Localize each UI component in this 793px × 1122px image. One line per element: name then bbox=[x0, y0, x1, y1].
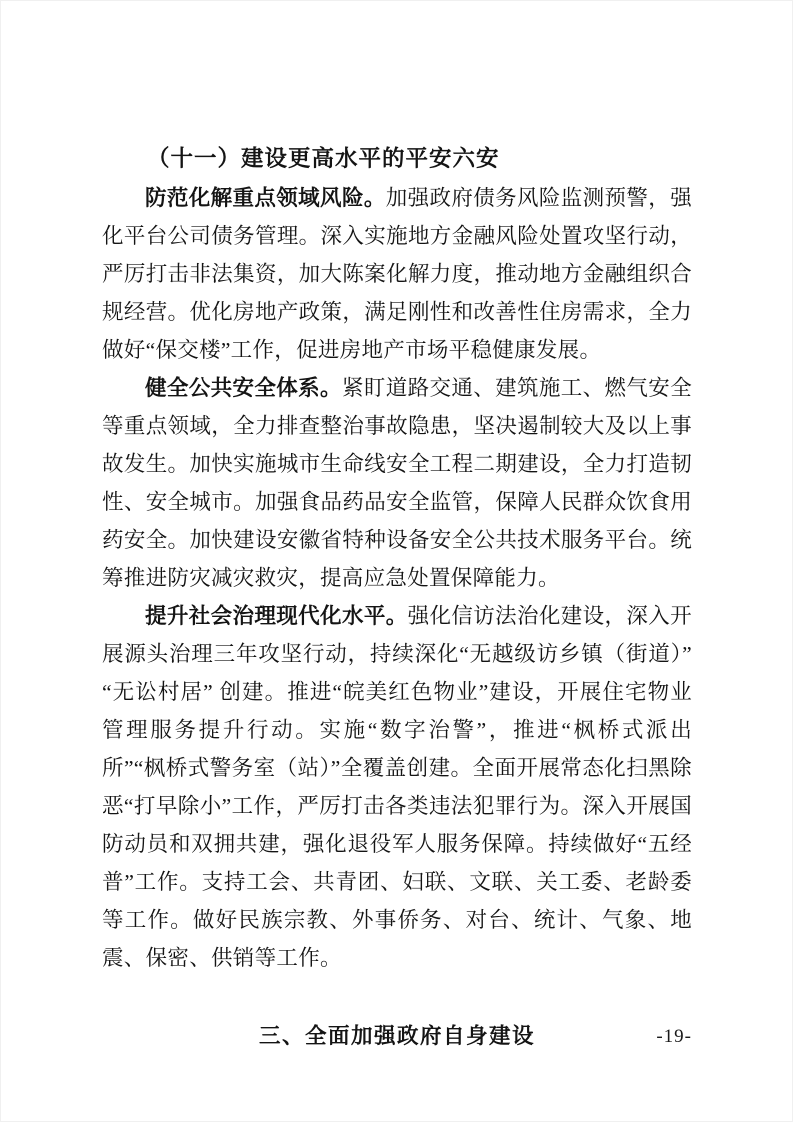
paragraph-public-safety bbox=[102, 369, 692, 597]
paragraph-body: 加强政府债务风险监测预警，强化平台公司债务管理。深入实施地方金融风险处置攻坚行动，严厉打击非法集资，加大陈案化解力度，推动地方金融组织合规经营。优化房地产政策，满足刚性和改善性住房需求，全力做好“保交楼”工作，促进房地产市场平稳健康发展。 bbox=[102, 186, 692, 362]
paragraph-lead: 健全公共安全体系。 bbox=[145, 376, 342, 400]
section-heading: 三、全面加强政府自身建设 bbox=[258, 1024, 535, 1048]
paragraph-risk-prevention bbox=[102, 179, 692, 369]
paragraph-body: 强化信访法治化建设，深入开展源头治理三年攻坚行动，持续深化“无越级访乡镇（街道）” “无讼村居” 创建。推进“皖美红色物业”建设，开展住宅物业管理服务提升行动。实施“数字治警”，推进“枫桥式派出所”“枫桥式警务室（站）”全覆盖创建。全面开展常态化扫黑除恶“打早除小”工作，严厉打击各类违法犯罪行为。深入开展国防动员和双拥共建，强化退役军人服务保障。持续做好“五经普”工作。支持工会、共青团、妇联、文联、关工委、老龄委等工作。做好民族宗教、外事侨务、对台、统计、气象、地震、保密、供销等工作。 bbox=[102, 604, 692, 970]
paragraph-body: 紧盯道路交通、建筑施工、燃气安全等重点领域，全力排查整治事故隐患，坚决遏制较大及以上事故发生。加快实施城市生命线安全工程二期建设，全力打造韧性、安全城市。加强食品药品安全监管，保障人民群众饮食用药安全。加快建设安徽省特种设备安全公共技术服务平台。统筹推进防灾减灾救灾，提高应急处置保障能力。 bbox=[102, 376, 692, 590]
page-number: -19- bbox=[656, 1026, 692, 1047]
paragraph-lead: 防范化解重点领域风险。 bbox=[145, 186, 386, 210]
paragraph-lead: 提升社会治理现代化水平。 bbox=[145, 604, 408, 628]
subsection-heading: （十一）建设更高水平的平安六安 bbox=[147, 146, 500, 171]
paragraph-social-governance bbox=[102, 597, 692, 977]
page-content bbox=[102, 138, 692, 1049]
